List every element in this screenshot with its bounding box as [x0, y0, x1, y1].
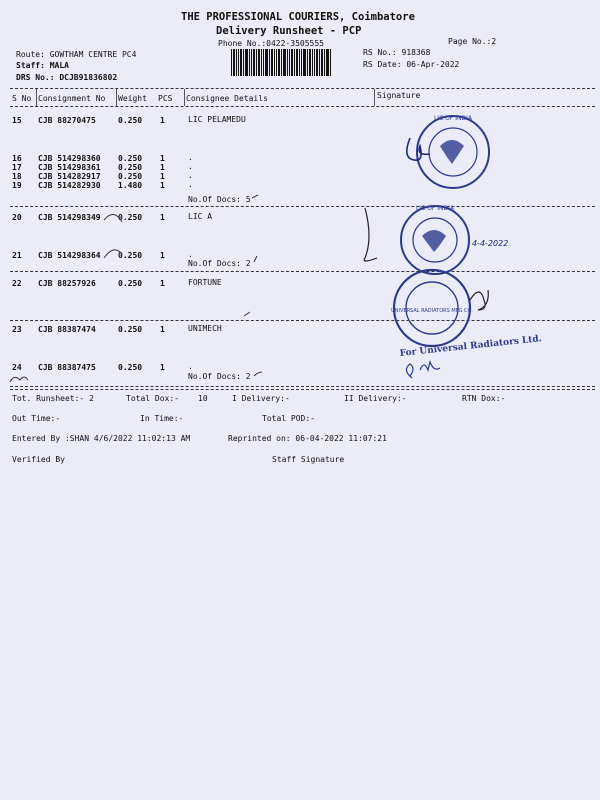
out-time: Out Time:-	[12, 414, 61, 423]
route-label: Route: GOWTHAM CENTRE PC4	[16, 50, 137, 59]
row-consignment: CJB 514298349	[38, 213, 101, 222]
company-title: THE PROFESSIONAL COURIERS, Coimbatore	[181, 11, 415, 23]
row-weight: 0.250	[118, 363, 143, 372]
ii-delivery: II Delivery:-	[344, 394, 407, 403]
lic-stamp-2-text: LIC OF INDIA	[415, 205, 455, 212]
column-header-weight: Weight	[118, 94, 147, 103]
page-number: Page No.:2	[448, 37, 497, 46]
row-consignment: CJB 88387474	[38, 325, 96, 334]
universal-stamp-text: UNIVERSAL RADIATORS MFG CO.	[391, 308, 473, 314]
row-consignee: .	[188, 171, 193, 180]
column-header-sno: S No	[12, 94, 32, 103]
i-delivery: I Delivery:-	[232, 394, 290, 403]
row-consignment: CJB 514298360	[38, 154, 101, 163]
staff-signature-label: Staff Signature	[272, 455, 345, 464]
row-consignee: .	[188, 153, 193, 162]
row-consignee: LIC A	[188, 212, 213, 221]
row-pcs: 1	[160, 154, 165, 163]
lic-stamp-1-text: LIC OF INDIA	[433, 115, 473, 122]
doc-count: No.Of Docs: 2	[188, 372, 251, 381]
row-sno: 23	[12, 325, 22, 334]
row-consignee: .	[188, 162, 193, 171]
row-consignment: CJB 514298361	[38, 163, 101, 172]
pen-stroke	[104, 214, 122, 222]
verified-by: Verified By	[12, 455, 65, 464]
row-weight: 0.250	[118, 116, 143, 125]
row-weight: 0.250	[118, 213, 143, 222]
column-header-consignment: Consignment No	[38, 94, 106, 103]
row-sno: 16	[12, 154, 22, 163]
total-runsheet: Tot. Runsheet:- 2	[12, 394, 94, 403]
tick-mark	[252, 195, 258, 198]
row-pcs: 1	[160, 163, 165, 172]
tick-mark	[254, 256, 257, 262]
tick-mark	[254, 372, 262, 376]
row-weight: 0.250	[118, 154, 143, 163]
row-sno: 17	[12, 163, 22, 172]
row-sno: 20	[12, 213, 22, 222]
rtn-dox: RTN Dox:-	[462, 394, 506, 403]
doc-count: No.Of Docs: 5	[188, 195, 251, 204]
row-pcs: 1	[160, 213, 165, 222]
column-header-signature: Signature	[377, 91, 421, 100]
in-time: In Time:-	[140, 414, 184, 423]
date-note: 4-4-2022	[472, 239, 509, 248]
tick-mark	[244, 312, 250, 316]
row-sno: 22	[12, 279, 22, 288]
row-sno: 24	[12, 363, 22, 372]
column-header-pcs: PCS	[158, 94, 173, 103]
rs-date: RS Date: 06-Apr-2022	[363, 60, 460, 69]
company-stamp-text: For Universal Radiators Ltd.	[399, 334, 543, 359]
row-weight: 0.250	[118, 279, 143, 288]
drs-number: DRS No.: DCJB91836802	[16, 73, 118, 82]
row-sno: 19	[12, 181, 22, 190]
column-header-consignee: Consignee Details	[186, 94, 268, 103]
reprinted-on: Reprinted on: 06-04-2022 11:07:21	[228, 434, 387, 443]
document-title: Delivery Runsheet - PCP	[216, 25, 362, 37]
row-consignee: FORTUNE	[188, 278, 222, 287]
row-sno: 18	[12, 172, 22, 181]
row-consignment: CJB 88257926	[38, 279, 96, 288]
row-pcs: 1	[160, 279, 165, 288]
row-pcs: 1	[160, 116, 165, 125]
row-consignment: CJB 514298364	[38, 251, 101, 260]
row-weight: 0.250	[118, 172, 143, 181]
pen-stroke	[10, 377, 28, 382]
row-pcs: 1	[160, 181, 165, 190]
rs-number: RS No.: 918368	[363, 48, 431, 57]
row-pcs: 1	[160, 325, 165, 334]
total-dox-label: Total Dox:-	[126, 394, 179, 403]
row-pcs: 1	[160, 363, 165, 372]
phone-number: Phone No.:0422-3505555	[218, 39, 324, 48]
row-weight: 0.250	[118, 251, 143, 260]
pen-stroke	[104, 250, 122, 258]
row-pcs: 1	[160, 251, 165, 260]
row-consignment: CJB 514282917	[38, 172, 101, 181]
row-pcs: 1	[160, 172, 165, 181]
row-consignment: CJB 88270475	[38, 116, 96, 125]
total-pod: Total POD:-	[262, 414, 315, 423]
row-consignee: UNIMECH	[188, 324, 222, 333]
row-consignee: .	[188, 250, 193, 259]
row-consignment: CJB 514282930	[38, 181, 101, 190]
row-consignee: .	[188, 180, 193, 189]
entered-by: Entered By :SHAN 4/6/2022 11:02:13 AM	[12, 434, 191, 443]
row-consignment: CJB 88387475	[38, 363, 96, 372]
row-consignee: .	[188, 362, 193, 371]
total-dox-value: 10	[198, 394, 208, 403]
row-weight: 1.480	[118, 181, 143, 190]
row-sno: 21	[12, 251, 22, 260]
staff-label: Staff: MALA	[16, 61, 69, 70]
row-consignee: LIC PELAMEDU	[188, 115, 246, 124]
row-weight: 0.250	[118, 325, 143, 334]
row-sno: 15	[12, 116, 22, 125]
doc-count: No.Of Docs: 2	[188, 259, 251, 268]
row-weight: 0.250	[118, 163, 143, 172]
